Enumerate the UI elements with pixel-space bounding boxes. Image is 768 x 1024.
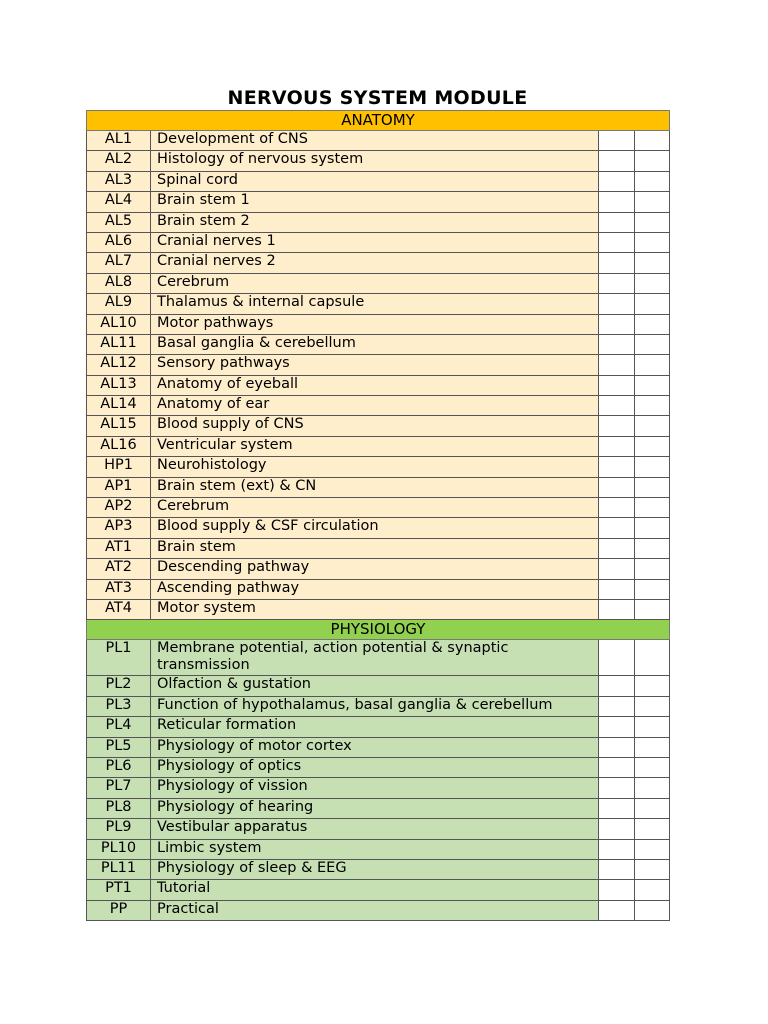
checkbox-cell-1[interactable] bbox=[599, 457, 635, 477]
lecture-code: AL13 bbox=[87, 375, 151, 395]
checkbox-cell-2[interactable] bbox=[634, 416, 670, 436]
lecture-code: PL11 bbox=[87, 859, 151, 879]
checkbox-cell-1[interactable] bbox=[599, 640, 635, 676]
lecture-topic: Cranial nerves 2 bbox=[151, 253, 599, 273]
table-row bbox=[87, 314, 670, 334]
lecture-code: AL14 bbox=[87, 396, 151, 416]
checkbox-cell-1[interactable] bbox=[599, 676, 635, 696]
checkbox-cell-2[interactable] bbox=[634, 839, 670, 859]
checkbox-cell-1[interactable] bbox=[599, 396, 635, 416]
checkbox-cell-1[interactable] bbox=[599, 273, 635, 293]
checkbox-cell-2[interactable] bbox=[634, 375, 670, 395]
checkbox-cell-2[interactable] bbox=[634, 717, 670, 737]
lecture-code: AL3 bbox=[87, 171, 151, 191]
lecture-code: PL2 bbox=[87, 676, 151, 696]
lecture-code: AL16 bbox=[87, 436, 151, 456]
lecture-topic: Reticular formation bbox=[151, 717, 599, 737]
checkbox-cell-1[interactable] bbox=[599, 696, 635, 716]
lecture-code: AL1 bbox=[87, 131, 151, 151]
lecture-topic: Membrane potential, action potential & synaptic transmission bbox=[151, 640, 599, 676]
checkbox-cell-1[interactable] bbox=[599, 334, 635, 354]
checkbox-cell-2[interactable] bbox=[634, 599, 670, 619]
table-row bbox=[87, 640, 670, 676]
checkbox-cell-1[interactable] bbox=[599, 294, 635, 314]
lecture-code: AL11 bbox=[87, 334, 151, 354]
checkbox-cell-1[interactable] bbox=[599, 151, 635, 171]
section-title: PHYSIOLOGY bbox=[87, 620, 670, 640]
lecture-code: AL8 bbox=[87, 273, 151, 293]
checkbox-cell-2[interactable] bbox=[634, 436, 670, 456]
lecture-topic: Motor system bbox=[151, 599, 599, 619]
table-row bbox=[87, 900, 670, 920]
lecture-topic: Tutorial bbox=[151, 880, 599, 900]
lecture-topic: Histology of nervous system bbox=[151, 151, 599, 171]
table-row bbox=[87, 232, 670, 252]
lecture-topic: Physiology of optics bbox=[151, 757, 599, 777]
lecture-topic: Anatomy of ear bbox=[151, 396, 599, 416]
checkbox-cell-1[interactable] bbox=[599, 798, 635, 818]
checkbox-cell-1[interactable] bbox=[599, 253, 635, 273]
lecture-code: PT1 bbox=[87, 880, 151, 900]
lecture-code: AT4 bbox=[87, 599, 151, 619]
checkbox-cell-2[interactable] bbox=[634, 457, 670, 477]
lecture-code: AL2 bbox=[87, 151, 151, 171]
checkbox-cell-2[interactable] bbox=[634, 737, 670, 757]
lecture-topic: Cranial nerves 1 bbox=[151, 232, 599, 252]
section-header-physiology bbox=[87, 620, 670, 640]
table-row bbox=[87, 212, 670, 232]
lecture-code: AL15 bbox=[87, 416, 151, 436]
lecture-code: PL9 bbox=[87, 819, 151, 839]
lecture-topic: Function of hypothalamus, basal ganglia & cerebellum bbox=[151, 696, 599, 716]
lecture-topic: Basal ganglia & cerebellum bbox=[151, 334, 599, 354]
checkbox-cell-2[interactable] bbox=[634, 498, 670, 518]
lecture-topic: Anatomy of eyeball bbox=[151, 375, 599, 395]
table-row bbox=[87, 676, 670, 696]
lecture-code: AL6 bbox=[87, 232, 151, 252]
checkbox-cell-2[interactable] bbox=[634, 559, 670, 579]
lecture-topic: Thalamus & internal capsule bbox=[151, 294, 599, 314]
lecture-code: PL7 bbox=[87, 778, 151, 798]
lecture-topic: Practical bbox=[151, 900, 599, 920]
lecture-topic: Brain stem (ext) & CN bbox=[151, 477, 599, 497]
table-row bbox=[87, 396, 670, 416]
checkbox-cell-1[interactable] bbox=[599, 859, 635, 879]
lecture-code: HP1 bbox=[87, 457, 151, 477]
table-row bbox=[87, 416, 670, 436]
checkbox-cell-1[interactable] bbox=[599, 498, 635, 518]
checkbox-cell-2[interactable] bbox=[634, 212, 670, 232]
checkbox-cell-2[interactable] bbox=[634, 151, 670, 171]
lecture-topic: Development of CNS bbox=[151, 131, 599, 151]
table-row bbox=[87, 131, 670, 151]
lecture-topic: Physiology of sleep & EEG bbox=[151, 859, 599, 879]
checkbox-cell-2[interactable] bbox=[634, 880, 670, 900]
checkbox-cell-2[interactable] bbox=[634, 819, 670, 839]
lecture-code: AT3 bbox=[87, 579, 151, 599]
checkbox-cell-1[interactable] bbox=[599, 416, 635, 436]
checkbox-cell-1[interactable] bbox=[599, 819, 635, 839]
checkbox-cell-2[interactable] bbox=[634, 131, 670, 151]
table-row bbox=[87, 757, 670, 777]
section-title: ANATOMY bbox=[87, 111, 670, 131]
lecture-topic: Ventricular system bbox=[151, 436, 599, 456]
checkbox-cell-1[interactable] bbox=[599, 212, 635, 232]
lecture-code: PL1 bbox=[87, 640, 151, 676]
lecture-code: AL4 bbox=[87, 192, 151, 212]
checkbox-cell-2[interactable] bbox=[634, 355, 670, 375]
lecture-code: PP bbox=[87, 900, 151, 920]
lecture-topic: Cerebrum bbox=[151, 273, 599, 293]
checkbox-cell-2[interactable] bbox=[634, 757, 670, 777]
checkbox-cell-2[interactable] bbox=[634, 798, 670, 818]
checkbox-cell-1[interactable] bbox=[599, 355, 635, 375]
lecture-topic: Spinal cord bbox=[151, 171, 599, 191]
checkbox-cell-2[interactable] bbox=[634, 579, 670, 599]
lecture-code: PL6 bbox=[87, 757, 151, 777]
lecture-code: AP1 bbox=[87, 477, 151, 497]
lecture-topic: Ascending pathway bbox=[151, 579, 599, 599]
lecture-code: PL8 bbox=[87, 798, 151, 818]
checkbox-cell-2[interactable] bbox=[634, 538, 670, 558]
lecture-topic: Physiology of motor cortex bbox=[151, 737, 599, 757]
checkbox-cell-2[interactable] bbox=[634, 314, 670, 334]
table-row bbox=[87, 253, 670, 273]
table-row bbox=[87, 171, 670, 191]
table-row bbox=[87, 859, 670, 879]
checkbox-cell-2[interactable] bbox=[634, 334, 670, 354]
checkbox-cell-1[interactable] bbox=[599, 477, 635, 497]
lecture-topic: Motor pathways bbox=[151, 314, 599, 334]
checkbox-cell-1[interactable] bbox=[599, 757, 635, 777]
lecture-topic: Physiology of hearing bbox=[151, 798, 599, 818]
checkbox-cell-1[interactable] bbox=[599, 717, 635, 737]
table-row bbox=[87, 273, 670, 293]
checkbox-cell-2[interactable] bbox=[634, 518, 670, 538]
table-row bbox=[87, 457, 670, 477]
checkbox-cell-2[interactable] bbox=[634, 171, 670, 191]
checkbox-cell-2[interactable] bbox=[634, 696, 670, 716]
checkbox-cell-1[interactable] bbox=[599, 579, 635, 599]
checkbox-cell-1[interactable] bbox=[599, 599, 635, 619]
checkbox-cell-1[interactable] bbox=[599, 559, 635, 579]
checkbox-cell-2[interactable] bbox=[634, 676, 670, 696]
lecture-topic: Brain stem 2 bbox=[151, 212, 599, 232]
table-row bbox=[87, 798, 670, 818]
checkbox-cell-1[interactable] bbox=[599, 314, 635, 334]
table-row bbox=[87, 839, 670, 859]
lecture-code: AL9 bbox=[87, 294, 151, 314]
checkbox-cell-2[interactable] bbox=[634, 900, 670, 920]
table-row bbox=[87, 436, 670, 456]
table-row bbox=[87, 294, 670, 314]
checkbox-cell-2[interactable] bbox=[634, 640, 670, 676]
checkbox-cell-1[interactable] bbox=[599, 192, 635, 212]
module-table bbox=[86, 110, 670, 921]
lecture-code: AP3 bbox=[87, 518, 151, 538]
lecture-code: PL10 bbox=[87, 839, 151, 859]
lecture-topic: Cerebrum bbox=[151, 498, 599, 518]
checkbox-cell-1[interactable] bbox=[599, 518, 635, 538]
table-row bbox=[87, 334, 670, 354]
lecture-topic: Sensory pathways bbox=[151, 355, 599, 375]
lecture-code: AL5 bbox=[87, 212, 151, 232]
table-row bbox=[87, 696, 670, 716]
lecture-code: AL12 bbox=[87, 355, 151, 375]
checkbox-cell-2[interactable] bbox=[634, 192, 670, 212]
lecture-topic: Olfaction & gustation bbox=[151, 676, 599, 696]
table-row bbox=[87, 559, 670, 579]
table-row bbox=[87, 880, 670, 900]
table-row bbox=[87, 151, 670, 171]
table-row bbox=[87, 477, 670, 497]
table-row bbox=[87, 538, 670, 558]
table-row bbox=[87, 355, 670, 375]
checkbox-cell-1[interactable] bbox=[599, 778, 635, 798]
table-row bbox=[87, 375, 670, 395]
checkbox-cell-2[interactable] bbox=[634, 294, 670, 314]
lecture-topic: Blood supply & CSF circulation bbox=[151, 518, 599, 538]
lecture-code: PL4 bbox=[87, 717, 151, 737]
lecture-topic: Brain stem 1 bbox=[151, 192, 599, 212]
lecture-topic: Blood supply of CNS bbox=[151, 416, 599, 436]
table-row bbox=[87, 717, 670, 737]
checkbox-cell-2[interactable] bbox=[634, 859, 670, 879]
checkbox-cell-1[interactable] bbox=[599, 375, 635, 395]
page-title: NERVOUS SYSTEM MODULE bbox=[227, 87, 528, 109]
checkbox-cell-2[interactable] bbox=[634, 273, 670, 293]
lecture-topic: Limbic system bbox=[151, 839, 599, 859]
section-header-anatomy bbox=[87, 111, 670, 131]
lecture-topic: Vestibular apparatus bbox=[151, 819, 599, 839]
checkbox-cell-1[interactable] bbox=[599, 131, 635, 151]
checkbox-cell-2[interactable] bbox=[634, 253, 670, 273]
lecture-topic: Descending pathway bbox=[151, 559, 599, 579]
checkbox-cell-2[interactable] bbox=[634, 477, 670, 497]
table-row bbox=[87, 778, 670, 798]
checkbox-cell-2[interactable] bbox=[634, 396, 670, 416]
table-row bbox=[87, 579, 670, 599]
lecture-code: PL5 bbox=[87, 737, 151, 757]
lecture-topic: Physiology of vission bbox=[151, 778, 599, 798]
checkbox-cell-1[interactable] bbox=[599, 900, 635, 920]
lecture-code: AT1 bbox=[87, 538, 151, 558]
table-row bbox=[87, 518, 670, 538]
checkbox-cell-1[interactable] bbox=[599, 737, 635, 757]
table-row bbox=[87, 498, 670, 518]
lecture-topic: Neurohistology bbox=[151, 457, 599, 477]
table-row bbox=[87, 192, 670, 212]
checkbox-cell-1[interactable] bbox=[599, 171, 635, 191]
table-row bbox=[87, 819, 670, 839]
lecture-code: AP2 bbox=[87, 498, 151, 518]
checkbox-cell-1[interactable] bbox=[599, 436, 635, 456]
checkbox-cell-1[interactable] bbox=[599, 538, 635, 558]
lecture-topic: Brain stem bbox=[151, 538, 599, 558]
checkbox-cell-1[interactable] bbox=[599, 232, 635, 252]
lecture-code: AL7 bbox=[87, 253, 151, 273]
checkbox-cell-2[interactable] bbox=[634, 778, 670, 798]
table-row bbox=[87, 737, 670, 757]
lecture-code: PL3 bbox=[87, 696, 151, 716]
table-row bbox=[87, 599, 670, 619]
checkbox-cell-1[interactable] bbox=[599, 839, 635, 859]
checkbox-cell-1[interactable] bbox=[599, 880, 635, 900]
checkbox-cell-2[interactable] bbox=[634, 232, 670, 252]
lecture-code: AL10 bbox=[87, 314, 151, 334]
lecture-code: AT2 bbox=[87, 559, 151, 579]
